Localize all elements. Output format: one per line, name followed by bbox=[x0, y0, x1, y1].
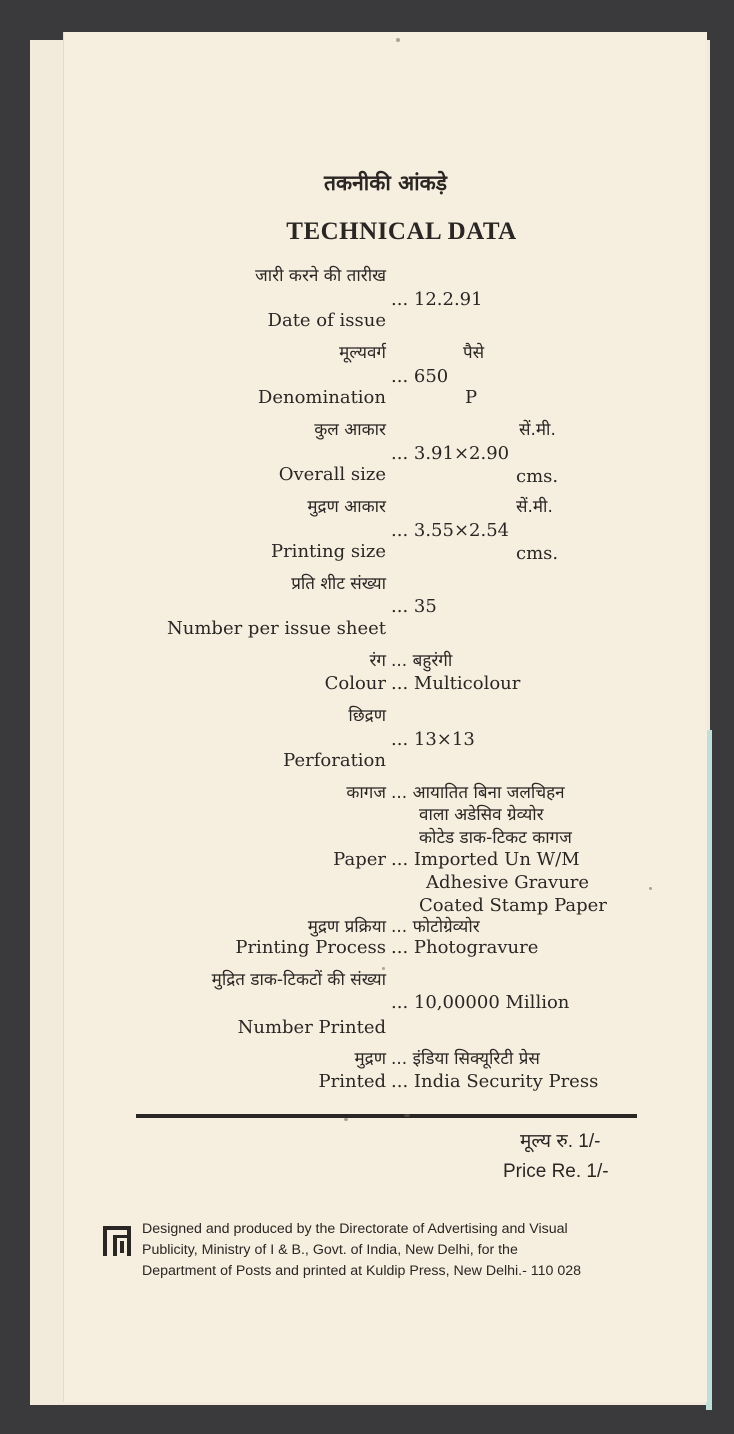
overall-size-label: Overall size bbox=[278, 464, 386, 485]
date-label-hindi: जारी करने की तारीख bbox=[255, 266, 386, 286]
price-hindi: मूल्य रु. 1/- bbox=[520, 1131, 601, 1152]
sheet-label: Number per issue sheet bbox=[167, 618, 386, 639]
perforation-label: Perforation bbox=[283, 750, 386, 771]
date-value: ... 12.2.91 bbox=[391, 289, 483, 310]
colour-value-hindi: ... बहुरंगी bbox=[391, 651, 453, 671]
number-printed-value: ... 10,00000 Million bbox=[391, 992, 570, 1013]
printing-size-label-hindi: मुद्रण आकार bbox=[307, 497, 386, 517]
printer-value: ... India Security Press bbox=[391, 1071, 599, 1092]
printing-size-value: ... 3.55×2.54 bbox=[391, 520, 510, 541]
dav-logo-icon bbox=[103, 1226, 131, 1256]
divider-rule bbox=[136, 1114, 637, 1118]
technical-data-page bbox=[64, 32, 707, 1402]
printer-label-hindi: मुद्रण bbox=[354, 1049, 386, 1069]
denomination-label: Denomination bbox=[257, 387, 386, 408]
print-speck bbox=[344, 1118, 348, 1121]
footer-line-1: Designed and produced by the Directorate of Advertising and Visual bbox=[142, 1221, 568, 1237]
print-speck bbox=[396, 38, 400, 42]
title-hindi: तकनीकी आंकड़े bbox=[324, 171, 447, 195]
number-printed-label: Number Printed bbox=[237, 1017, 386, 1038]
price-english: Price Re. 1/- bbox=[503, 1161, 609, 1182]
colour-label-hindi: रंग bbox=[369, 651, 386, 671]
number-printed-label-hindi: मुद्रित डाक-टिकटों की संख्या bbox=[211, 970, 386, 990]
overall-size-label-hindi: कुल आकार bbox=[314, 420, 386, 440]
print-speck bbox=[649, 887, 652, 890]
printer-label: Printed bbox=[318, 1071, 386, 1092]
colour-label: Colour bbox=[324, 673, 386, 694]
perforation-value: ... 13×13 bbox=[391, 729, 475, 750]
process-value: ... Photogravure bbox=[391, 937, 539, 958]
sheet-value: ... 35 bbox=[391, 596, 437, 617]
paper-value-hindi-line3: कोटेड डाक-टिकट कागज bbox=[419, 828, 572, 848]
paper-label: Paper bbox=[333, 849, 386, 870]
process-value-hindi: ... फोटोग्रेव्योर bbox=[391, 917, 480, 937]
paper-value-hindi-line1: ... आयातित बिना जलचिहन bbox=[391, 783, 565, 803]
footer-line-3: Department of Posts and printed at Kuldip Press, New Delhi.- 110 028 bbox=[142, 1263, 581, 1279]
paper-value-line3: Coated Stamp Paper bbox=[419, 895, 607, 916]
footer-line-2: Publicity, Ministry of I & B., Govt. of India, New Delhi, for the bbox=[142, 1242, 518, 1258]
print-speck bbox=[404, 1114, 410, 1117]
process-label: Printing Process bbox=[235, 937, 386, 958]
title-english: TECHNICAL DATA bbox=[286, 218, 517, 245]
overall-size-unit: cms. bbox=[516, 466, 559, 487]
printing-size-unit: cms. bbox=[516, 543, 559, 564]
overall-size-unit-hindi: सें.मी. bbox=[519, 420, 556, 440]
paper-value-hindi-line2: वाला अडेसिव ग्रेव्योर bbox=[419, 805, 544, 825]
sheet-label-hindi: प्रति शीट संख्या bbox=[291, 574, 386, 594]
date-label: Date of issue bbox=[267, 310, 386, 331]
paper-value-line2: Adhesive Gravure bbox=[426, 872, 590, 893]
footer-credits bbox=[142, 1219, 652, 1282]
denomination-unit-hindi: पैसे bbox=[463, 343, 485, 363]
denomination-value: ... 650 bbox=[391, 366, 449, 387]
printing-size-unit-hindi: सें.मी. bbox=[516, 497, 553, 517]
printing-size-label: Printing size bbox=[270, 541, 386, 562]
paper-label-hindi: कागज bbox=[346, 783, 386, 803]
process-label-hindi: मुद्रण प्रक्रिया bbox=[307, 917, 386, 937]
denomination-label-hindi: मूल्यवर्ग bbox=[339, 343, 386, 363]
perforation-label-hindi: छिद्रण bbox=[348, 706, 386, 726]
print-speck bbox=[382, 967, 385, 970]
paper-value-line1: ... Imported Un W/M bbox=[391, 849, 580, 870]
printer-value-hindi: ... इंडिया सिक्यूरिटी प्रेस bbox=[391, 1049, 540, 1069]
denomination-unit: P bbox=[465, 387, 478, 408]
overall-size-value: ... 3.91×2.90 bbox=[391, 443, 510, 464]
colour-value: ... Multicolour bbox=[391, 673, 521, 694]
